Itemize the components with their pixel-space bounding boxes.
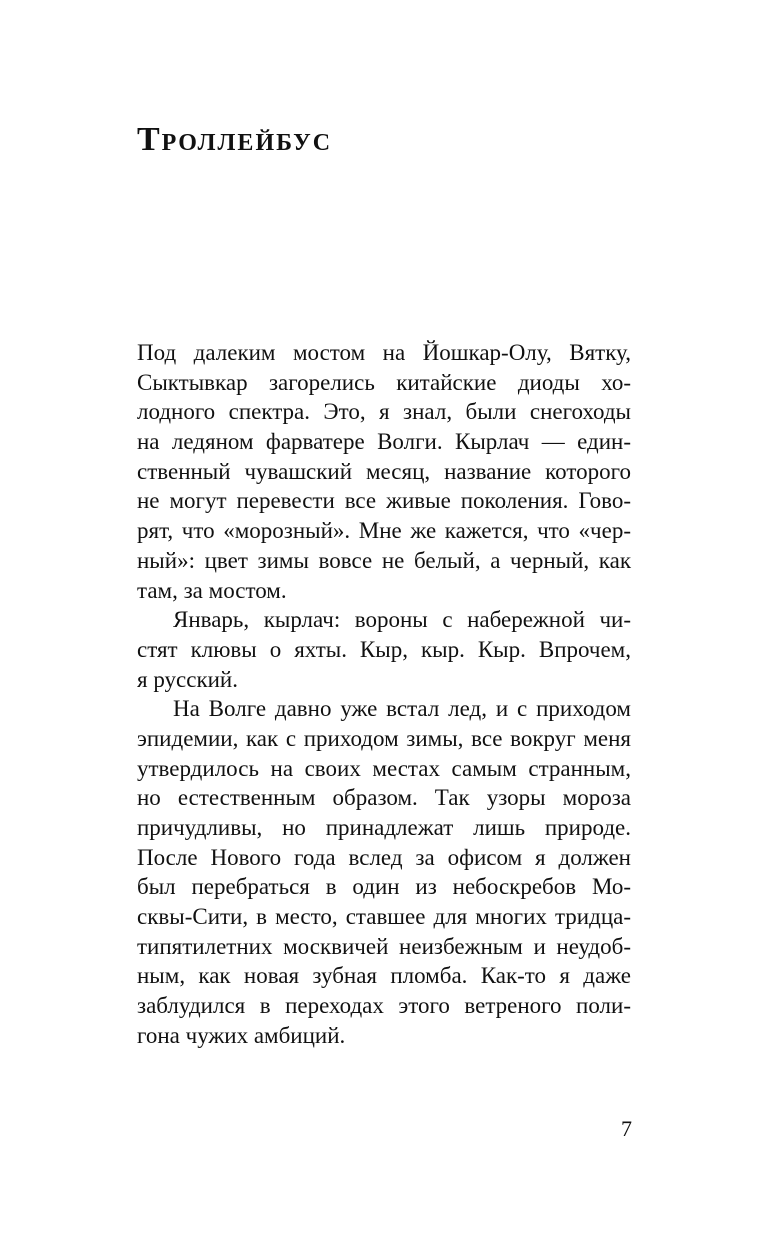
text-line: но естественным образом. Так узоры мороза bbox=[137, 785, 631, 811]
text-line: заблудился в переходах этого ветреного поли- bbox=[137, 993, 631, 1019]
page-number: 7 bbox=[621, 1116, 632, 1141]
paragraph-1 bbox=[137, 338, 631, 605]
paragraph-3 bbox=[137, 694, 631, 1050]
text-line: лодного спектра. Это, я знал, были снегоходы bbox=[137, 399, 631, 425]
text-line: эпидемии, как с приходом зимы, все вокруг меня bbox=[137, 725, 631, 751]
text-line: был перебраться в один из небоскребов Мо- bbox=[137, 874, 631, 900]
text-line: утвердилось на своих местах самым странным, bbox=[137, 755, 631, 781]
chapter-title: Троллейбус bbox=[137, 121, 333, 158]
text-line: Сыктывкар загорелись китайские диоды хо- bbox=[137, 369, 631, 395]
body-text bbox=[137, 338, 631, 1051]
text-line: типятилетних москвичей неизбежным и неудоб- bbox=[137, 933, 631, 959]
text-line: После Нового года вслед за офисом я должен bbox=[137, 844, 631, 870]
text-line: ственный чувашский месяц, название которого bbox=[137, 458, 631, 484]
text-line: гона чужих амбиций. bbox=[137, 1022, 346, 1048]
text-line: ный»: цвет зимы вовсе не белый, а черный, как bbox=[137, 547, 631, 573]
text-line: там, за мостом. bbox=[137, 577, 287, 603]
text-line: я русский. bbox=[137, 666, 238, 692]
text-line: на ледяном фарватере Волги. Кырлач — един- bbox=[137, 429, 631, 455]
text-line: рят, что «морозный». Мне же кажется, что «чер- bbox=[137, 518, 631, 544]
text-line: Под далеким мостом на Йошкар-Олу, Вятку, bbox=[137, 340, 631, 365]
text-line: причудливы, но принадлежат лишь природе. bbox=[137, 815, 631, 840]
text-line: сквы-Сити, в место, ставшее для многих тридца- bbox=[137, 904, 631, 930]
text-line: Январь, кырлач: вороны с набережной чи- bbox=[173, 607, 631, 633]
text-line: стят клювы о яхты. Кыр, кыр. Кыр. Впрочем, bbox=[137, 636, 631, 662]
paragraph-2 bbox=[137, 605, 631, 694]
text-line: На Волге давно уже встал лед, и с приходом bbox=[173, 696, 631, 722]
text-line: не могут перевести все живые поколения. Гово- bbox=[137, 488, 631, 514]
text-line: ным, как новая зубная пломба. Как-то я даже bbox=[137, 963, 631, 989]
